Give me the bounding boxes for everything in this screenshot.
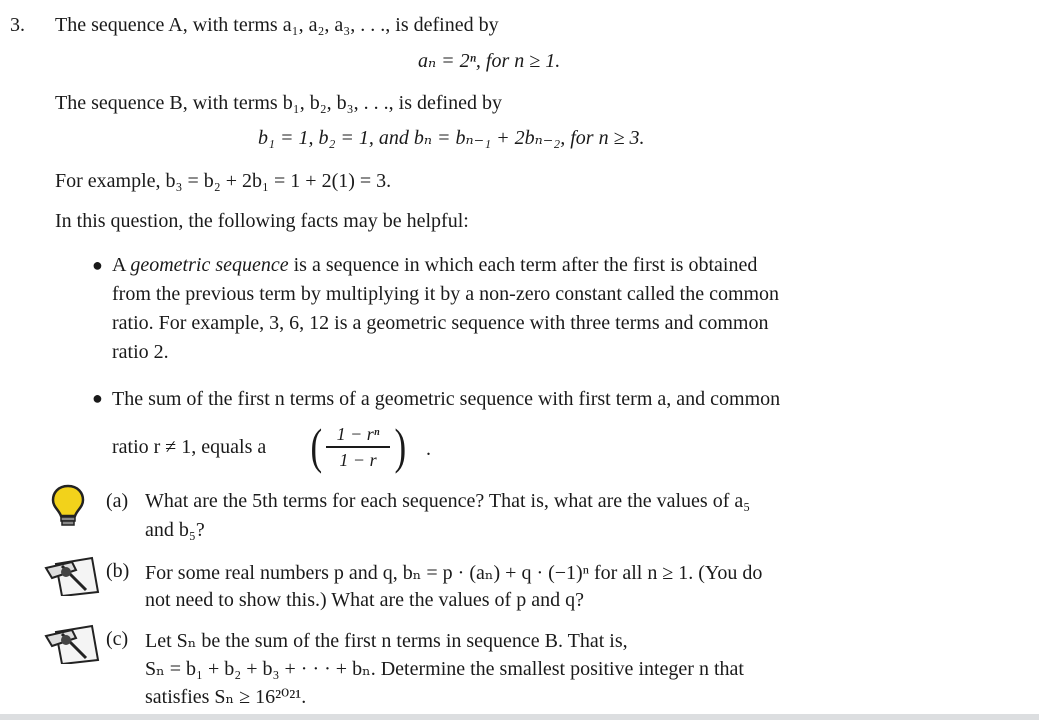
part-c-line3: satisfies Sₙ ≥ 16²⁰²¹. xyxy=(145,686,307,708)
seqA-intro: The sequence A, with terms a₁, a₂, a₃, . . ., is defined by xyxy=(55,14,499,36)
fact1-term: geometric sequence xyxy=(130,254,289,276)
part-c-line2: Sₙ = b₁ + b₂ + b₃ + · · · + bₙ. Determine the smallest positive integer n that xyxy=(145,658,744,680)
part-b-line1: For some real numbers p and q, bₙ = p · (aₙ) + q · (−1)ⁿ for all n ≥ 1. (You do xyxy=(145,562,763,584)
cropped-next-line xyxy=(0,714,1039,720)
pen-on-paper-icon xyxy=(42,616,100,670)
fact1-line1: A geometric sequence is a sequence in which each term after the first is obtained xyxy=(112,254,758,276)
facts-intro: In this question, the following facts may be helpful: xyxy=(55,210,469,232)
part-a-line1: What are the 5th terms for each sequence? That is, what are the values of a₅ xyxy=(145,490,751,512)
fact1-line4: ratio 2. xyxy=(112,341,169,363)
part-c-label: (c) xyxy=(106,628,129,650)
fact1-line3: ratio. For example, 3, 6, 12 is a geometric sequence with three terms and common xyxy=(112,312,769,334)
part-a-line2: and b₅? xyxy=(145,519,205,541)
example-line: For example, b₃ = b₂ + 2b₁ = 1 + 2(1) = 3. xyxy=(55,170,392,192)
geometric-sum-formula: ( 1 − rⁿ 1 − r ) . xyxy=(310,418,431,474)
fraction xyxy=(326,424,390,470)
part-b-line2: not need to show this.) What are the values of p and q? xyxy=(145,589,584,611)
fact1-line2: from the previous term by multiplying it by a non-zero constant called the common xyxy=(112,283,780,305)
bullet-2: ● xyxy=(92,388,103,408)
pen-on-paper-icon xyxy=(42,548,100,602)
seqA-definition: aₙ = 2ⁿ, for n ≥ 1. xyxy=(418,50,561,72)
fraction-numerator: 1 − rⁿ xyxy=(336,424,380,444)
question-number: 3. xyxy=(10,14,25,36)
seqB-intro: The sequence B, with terms b₁, b₂, b₃, . . ., is defined by xyxy=(55,92,502,114)
part-c-line1: Let Sₙ be the sum of the first n terms in sequence B. That is, xyxy=(145,630,628,652)
part-b-label: (b) xyxy=(106,560,130,582)
part-a-label: (a) xyxy=(106,490,129,512)
fact2-line2: ratio r ≠ 1, equals a xyxy=(112,436,267,458)
seqB-definition: b₁ = 1, b₂ = 1, and bₙ = bₙ₋₁ + 2bₙ₋₂, for n ≥ 3. xyxy=(258,127,645,149)
fraction-denominator: 1 − r xyxy=(339,449,377,470)
lightbulb-icon xyxy=(50,484,86,534)
bullet-1: ● xyxy=(92,255,103,275)
fact2-line1: The sum of the first n terms of a geometric sequence with first term a, and common xyxy=(112,388,781,410)
